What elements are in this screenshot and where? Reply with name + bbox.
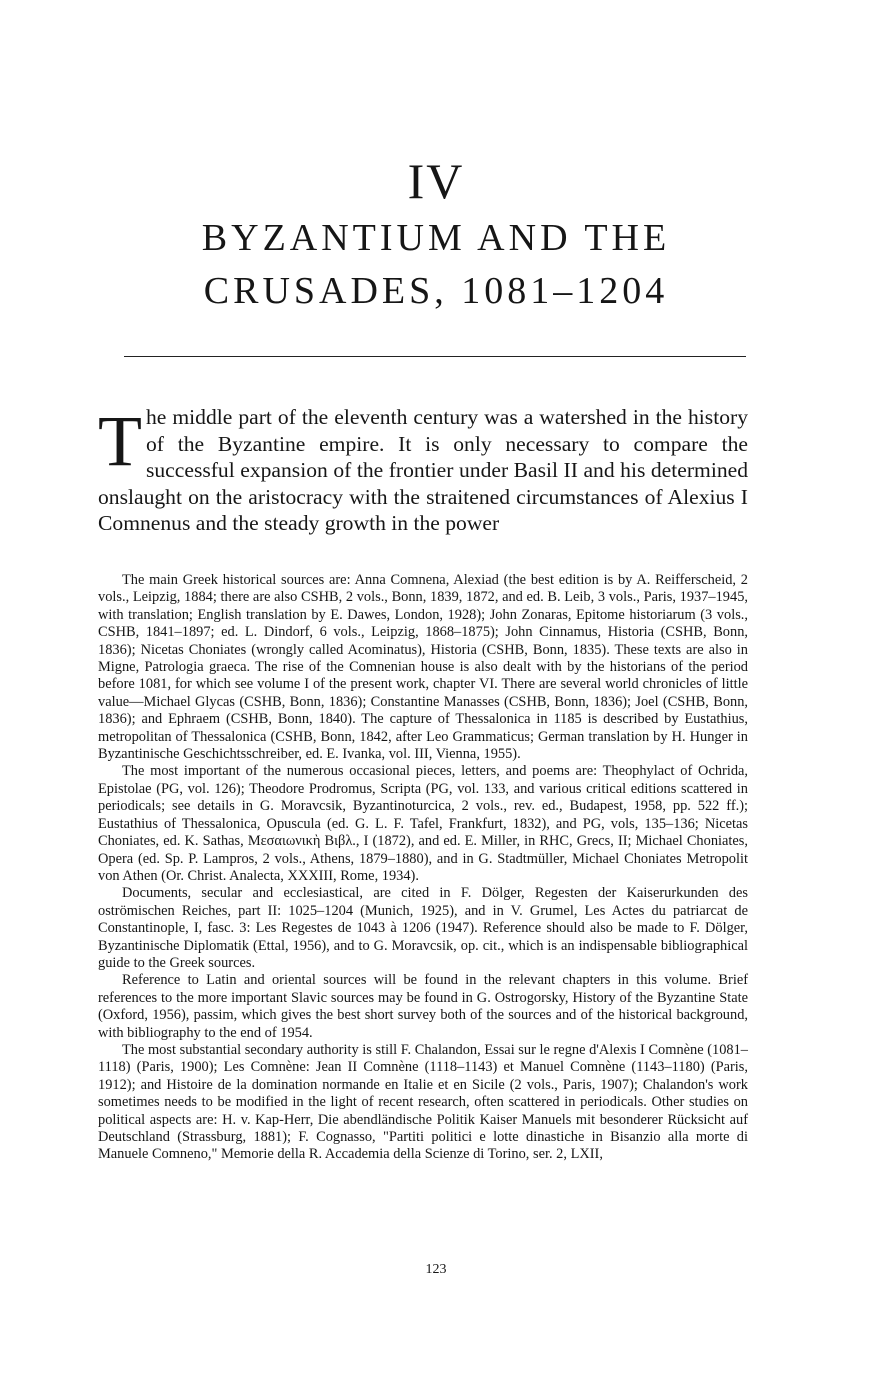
page-number: 123 bbox=[425, 1262, 447, 1277]
note-paragraph: The main Greek historical sources are: Anna Comnena, Alexiad (the best edition is by A. Reifferscheid, 2 vols., Leipzig, 1884; there are also CSHB, 2 vols., Bonn, 1839, 1872, and ed. B. Leib, 3 vols., Paris, 1937–1945, with translation; English translation by E. Dawes, London, 1928); John Zonaras, Epitome historiarum (3 vols., CSHB, 1841–1897; ed. L. Dindorf, 6 vols., Leipzig, 1868–1875); John Cinnamus, Historia (CSHB, Bonn, 1836); Nicetas Choniates (wrongly called Acominatus), Historia (CSHB, Bonn, 1835). These texts are also in Migne, Patrologia graeca. The rise of the Comnenian house is also dealt with by the historians of the period before 1081, for which see volume I of the present work, chapter VI. There are several world chronicles of little value—Michael Glycas (CSHB, Bonn, 1836); Constantine Manasses (CSHB, Bonn, 1836); Joel (CSHB, Bonn, 1836); and Ephraem (CSHB, Bonn, 1840). The capture of Thessalonica in 1185 is described by Eustathius, metropolitan of Thessalonica (CSHB, Bonn, 1842, after Leo Grammaticus; German translation by H. Hunger in Byzantinische Geschichtsschreiber, ed. E. Ivanka, vol. III, Vienna, 1955). bbox=[98, 572, 748, 763]
bibliographical-note bbox=[98, 572, 748, 1164]
chapter-title-line-2: CRUSADES, 1081–1204 bbox=[203, 270, 669, 313]
note-paragraph: Documents, secular and ecclesiastical, are cited in F. Dölger, Regesten der Kaiserurkunden des oströmischen Reiches, part II: 1025–1204 (Munich, 1925), and in V. Grumel, Les Actes du patriarcat de Constantinople, I, fasc. 3: Les Regestes de 1043 à 1206 (1947). Reference should also be made to F. Dölger, Byzantinische Diplomatik (Ettal, 1956), and to G. Moravcsik, op. cit., which is an indispensable bibliographical guide to the Greek sources. bbox=[98, 885, 748, 971]
chapter-title-line-1: BYZANTIUM AND THE bbox=[201, 217, 671, 259]
title-divider bbox=[124, 356, 746, 357]
chapter-number: IV bbox=[407, 153, 465, 209]
note-paragraph: Reference to Latin and oriental sources will be found in the relevant chapters in this volume. Brief references to the more important Slavic sources may be found in G. Ostrogorsky, History of the Byzantine State (Oxford, 1956), passim, which gives the best short survey both of the sources and of the historical background, with bibliography to the end of 1954. bbox=[98, 972, 748, 1041]
note-paragraph: The most important of the numerous occasional pieces, letters, and poems are: Theophylact of Ochrida, Epistolae (PG, vol. 126); Theodore Prodromus, Scripta (PG, vol. 133, and various critical editions scattered in periodicals; see details in G. Moravcsik, Byzantinoturcica, 2 vols., rev. ed., Budapest, 1958, pp. 522 ff.); Eustathius of Thessalonica, Opuscula (ed. G. L. F. Tafel, Frankfurt, 1832), and PG, vols, 135–136; Nicetas Choniates, ed. K. Sathas, Μεσαιωνικὴ Βιβλ., I (1872), and ed. E. Miller, in RHC, Grecs, II; Michael Choniates, Opera (ed. Sp. P. Lampros, 2 vols., Athens, 1879–1880), and in G. Stadtmüller, Michael Choniates Metropolit von Athen (Or. Christ. Analecta, XXXIII, Rome, 1934). bbox=[98, 763, 748, 884]
opening-text: he middle part of the eleventh century was a watershed in the history of the Byzantine empire. It is only necessary to compare the successful expansion of the frontier under Basil II and his determined onslaught on the aristocracy with the straitened circumstances of Alexius I Comnenus and the steady growth in the power bbox=[98, 405, 748, 536]
note-paragraph: The most substantial secondary authority is still F. Chalandon, Essai sur le regne d'Alexis I Comnène (1081–1118) (Paris, 1900); Les Comnène: Jean II Comnène (1118–1143) et Manuel Comnène (1143–1180) (Paris, 1912); and Histoire de la domination normande en Italie et en Sicile (2 vols., Paris, 1907); Chalandon's work sometimes needs to be modified in the light of recent research, often scattered in periodicals. Other studies on political aspects are: H. v. Kap-Herr, Die abendländische Politik Kaiser Manuels mit besonderer Rücksicht auf Deutschland (Strassburg, 1881); F. Cognasso, "Partiti politici e lotte dinastiche in Bisanzio alla morte di Manuele Comneno," Memorie della R. Accademia della Scienze di Torino, ser. 2, LXII, bbox=[98, 1041, 748, 1163]
drop-cap: T bbox=[98, 401, 142, 481]
opening-paragraph bbox=[98, 401, 748, 537]
chapter-title bbox=[0, 212, 872, 318]
